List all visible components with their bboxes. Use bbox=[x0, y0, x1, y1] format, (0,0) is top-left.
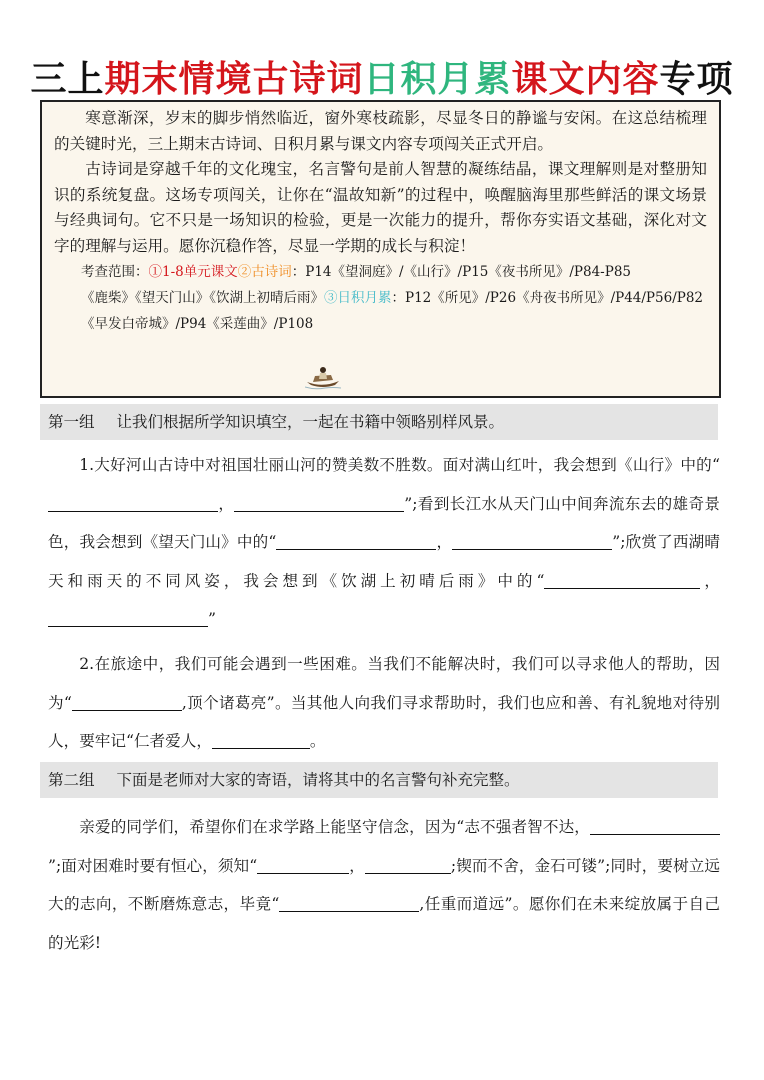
scope-pages-1: ：P14《望洞庭》/《山行》/P15《夜书所见》/P84-P85 bbox=[291, 264, 632, 280]
question-2-text-b: ,顶个诸葛亮”。当其他人向我们寻求帮助时，我们也应和善、有礼貌地对待别人，要牢记“仁者爱人， bbox=[48, 693, 720, 750]
question-3-text-c: ， bbox=[349, 856, 365, 875]
scope-item-3: ③日积月累 bbox=[324, 290, 392, 306]
scope-line-2 bbox=[54, 285, 707, 311]
question-1-text-g: ” bbox=[208, 610, 216, 628]
answer-blank[interactable] bbox=[365, 856, 451, 873]
answer-blank[interactable] bbox=[212, 732, 310, 749]
title-part-4: 课文内容 bbox=[511, 59, 660, 100]
question-2 bbox=[48, 645, 720, 761]
intro-box bbox=[40, 100, 721, 398]
group-1-label: 第一组 bbox=[48, 413, 95, 431]
group-2-label: 第二组 bbox=[48, 771, 95, 789]
question-1 bbox=[48, 446, 720, 639]
group-1-header bbox=[40, 404, 718, 440]
question-1-text-b: ， bbox=[218, 494, 235, 513]
title-part-1: 三上 bbox=[30, 59, 105, 100]
title-part-5: 专项 bbox=[659, 59, 734, 100]
title-part-3: 日积月累 bbox=[363, 59, 512, 100]
question-1-text-e: ”;欣赏了西湖晴天和雨天的不同风姿，我会想到《饮湖上初晴后雨》中的“ bbox=[48, 533, 720, 590]
answer-blank[interactable] bbox=[279, 895, 419, 912]
answer-blank[interactable] bbox=[72, 693, 182, 710]
question-1-text-c: ”;看到长江水从天门山中间奔流东去的雄奇景色，我会想到《望天门山》中的“ bbox=[48, 494, 720, 551]
answer-blank[interactable] bbox=[48, 610, 208, 627]
intro-paragraph-1: 寒意渐深，岁末的脚步悄然临近，窗外寒枝疏影，尽显冬日的静谧与安闲。在这总结梳理的关键时光，三上期末古诗词、日积月累与课文内容专项闯关正式开启。 bbox=[54, 109, 707, 153]
question-1-text-f: ， bbox=[700, 571, 720, 590]
answer-blank[interactable] bbox=[452, 533, 612, 550]
page-title bbox=[0, 58, 764, 102]
question-3-text-a: 亲爱的同学们，希望你们在求学路上能坚守信念，因为“志不强者智不达， bbox=[79, 818, 590, 836]
answer-blank[interactable] bbox=[48, 494, 218, 511]
intro-paragraph-2: 古诗词是穿越千年的文化瑰宝，名言警句是前人智慧的凝练结晶，课文理解则是对整册知识的系统复盘。这场专项闯关，让你在“温故知新”的过程中，唤醒脑海里那些鲜活的课文场景与经典词句。它不只是一场知识的检验，更是一次能力的提升，帮你夯实语文基础，深化对文字的理解与运用。愿你沉稳作答，尽显一学期的成长与积淀！ bbox=[54, 160, 707, 255]
answer-blank[interactable] bbox=[257, 856, 349, 873]
scope-line-2b: ：P12《所见》/P26《舟夜书所见》/P44/P56/P82 bbox=[391, 290, 704, 306]
question-2-text-c: 。 bbox=[309, 732, 326, 750]
scope-item-2: ②古诗词 bbox=[237, 264, 292, 280]
answer-blank[interactable] bbox=[590, 818, 720, 835]
scope-line-1 bbox=[54, 259, 707, 285]
scope-line-2a: 《鹿柴》《望天门山》《饮湖上初晴后雨》 bbox=[81, 290, 324, 306]
scope-label: 考查范围： bbox=[81, 264, 149, 280]
question-3-text-e: ,任重而道远”。愿你们在未来绽放属于自己的光彩! bbox=[48, 895, 720, 952]
group-2-instruction: 下面是老师对大家的寄语，请将其中的名言警句补充完整。 bbox=[116, 771, 520, 789]
answer-blank[interactable] bbox=[234, 494, 404, 511]
question-3-text-d: ;锲而不舍，金石可镂”;同时，要树立远大的志向，不断磨炼意志，毕竟“ bbox=[48, 856, 720, 913]
question-1-text-a: 1.大好河山古诗中对祖国壮丽山河的赞美数不胜数。面对满山红叶，我会想到《山行》中的“ bbox=[79, 456, 720, 474]
answer-blank[interactable] bbox=[544, 571, 700, 588]
answer-blank[interactable] bbox=[276, 533, 436, 550]
question-3 bbox=[48, 808, 720, 962]
scope-item-1: ①1-8单元课文 bbox=[148, 264, 238, 280]
boat-decoration-icon bbox=[305, 364, 341, 390]
group-2-header bbox=[40, 762, 718, 798]
group-1-instruction: 让我们根据所学知识填空，一起在书籍中领略别样风景。 bbox=[116, 413, 505, 431]
question-2-text-a: 2.在旅途中，我们可能会遇到一些困难。当我们不能解决时，我们可以寻求他人的帮助，因为“ bbox=[48, 655, 720, 712]
scope-line-3: 《早发白帝城》/P94《采莲曲》/P108 bbox=[81, 316, 314, 332]
question-3-text-b: ”;面对困难时要有恒心，须知“ bbox=[48, 856, 258, 875]
title-part-2: 期末情境古诗词 bbox=[104, 59, 364, 100]
question-1-text-d: ， bbox=[436, 533, 453, 551]
